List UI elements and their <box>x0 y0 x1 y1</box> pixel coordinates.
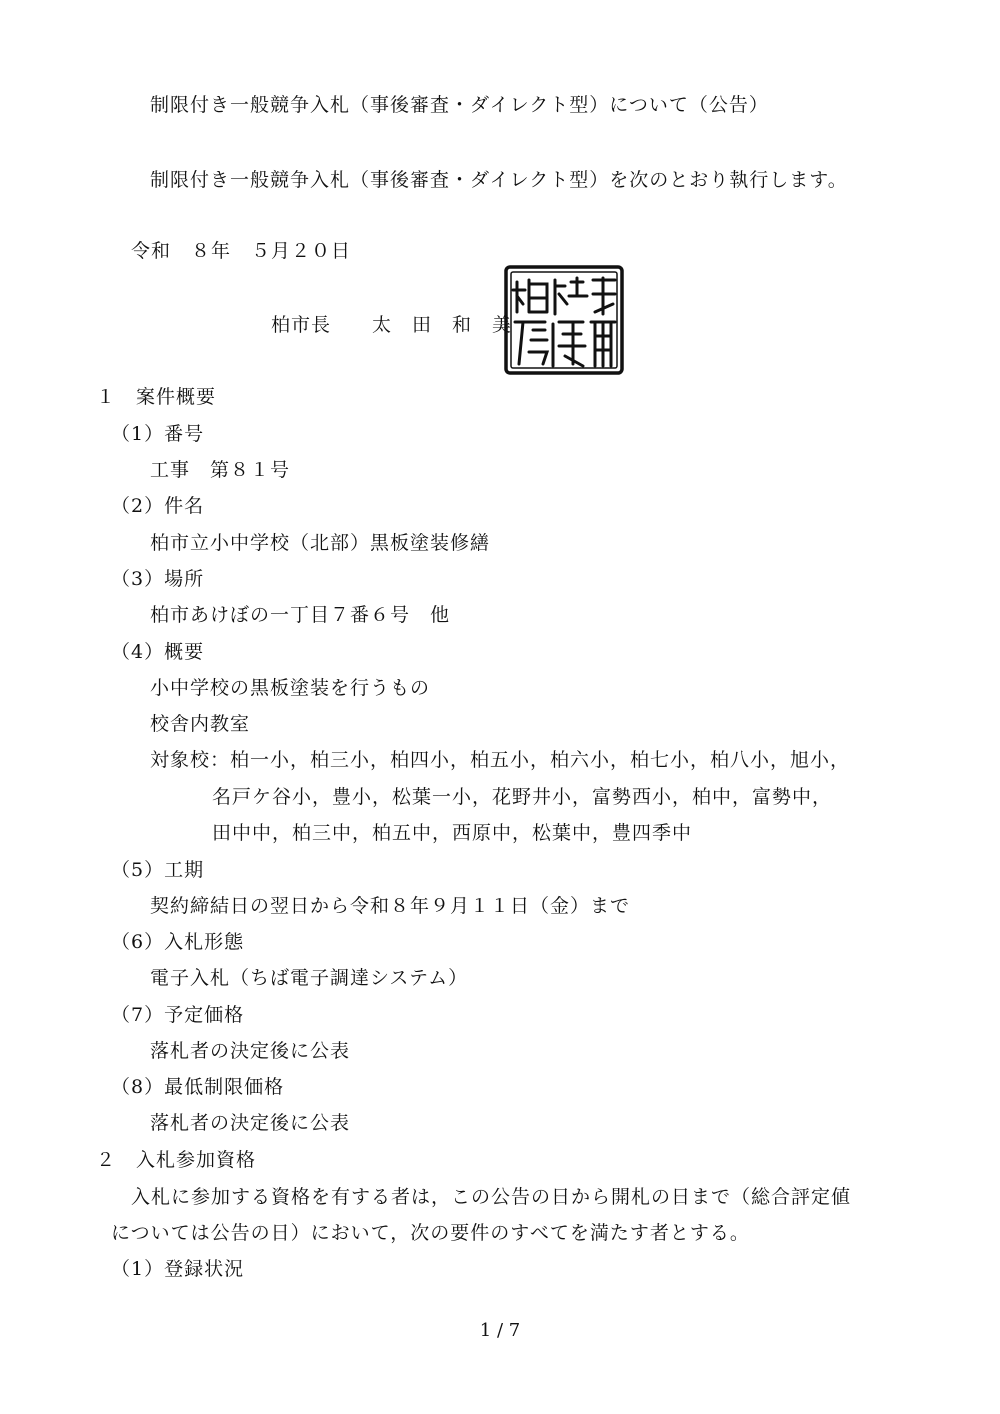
item-min-price-value: 落札者の決定後に公表 <box>150 1112 351 1134</box>
item-overview-label: （4）概要 <box>111 641 205 663</box>
section-2-heading: ２ 入札参加資格 <box>96 1149 257 1171</box>
item-planned-price-value: 落札者の決定後に公表 <box>150 1040 351 1062</box>
item-name-label: （2）件名 <box>111 495 205 517</box>
item-planned-price-label: （7）予定価格 <box>111 1004 245 1026</box>
page-number: 1 / 7 <box>479 1320 521 1341</box>
item-number-value: 工事 第８１号 <box>150 459 291 481</box>
target-schools-line-2: 名戸ケ谷小，豊小，松葉一小，花野井小，富勢西小，柏中，富勢中， <box>212 786 833 808</box>
document-title: 制限付き一般競争入札（事後審査・ダイレクト型）について（公告） <box>150 94 769 116</box>
registration-status-label: （1）登録状況 <box>111 1258 245 1280</box>
target-schools-line-3: 田中中，柏三中，柏五中，西原中，松葉中，豊四季中 <box>212 822 693 844</box>
item-number-label: （1）番号 <box>111 423 205 445</box>
item-min-price-label: （8）最低制限価格 <box>111 1076 285 1098</box>
item-location-value: 柏市あけぼの一丁目７番６号 他 <box>150 604 451 626</box>
section-1-heading: １ 案件概要 <box>96 386 217 408</box>
item-period-value: 契約締結日の翌日から令和８年９月１１日（金）まで <box>150 895 631 917</box>
item-bid-format-value: 電子入札（ちば電子調達システム） <box>150 967 469 989</box>
mayor-title: 柏市長 <box>271 314 332 336</box>
official-seal <box>503 264 625 376</box>
item-name-value: 柏市立小中学校（北部）黒板塗装修繕 <box>150 532 491 554</box>
item-overview-line-1: 小中学校の黒板塗装を行うもの <box>150 677 431 699</box>
announcement-date: 令和 ８年 ５月２０日 <box>131 240 352 262</box>
intro-text: 制限付き一般競争入札（事後審査・ダイレクト型）を次のとおり執行します。 <box>150 169 848 191</box>
target-schools-line-1: 対象校：柏一小，柏三小，柏四小，柏五小，柏六小，柏七小，柏八小，旭小， <box>150 749 851 771</box>
item-location-label: （3）場所 <box>111 568 205 590</box>
section-2-paragraph-line-1: 入札に参加する資格を有する者は，この公告の日から開札の日まで（総合評定値 <box>131 1186 852 1208</box>
item-period-label: （5）工期 <box>111 859 205 881</box>
section-2-paragraph-line-2: については公告の日）において，次の要件のすべてを満たす者とする。 <box>111 1222 750 1244</box>
item-overview-line-2: 校舎内教室 <box>150 713 251 735</box>
item-bid-format-label: （6）入札形態 <box>111 931 245 953</box>
mayor-name: 太 田 和 美 <box>372 314 513 336</box>
